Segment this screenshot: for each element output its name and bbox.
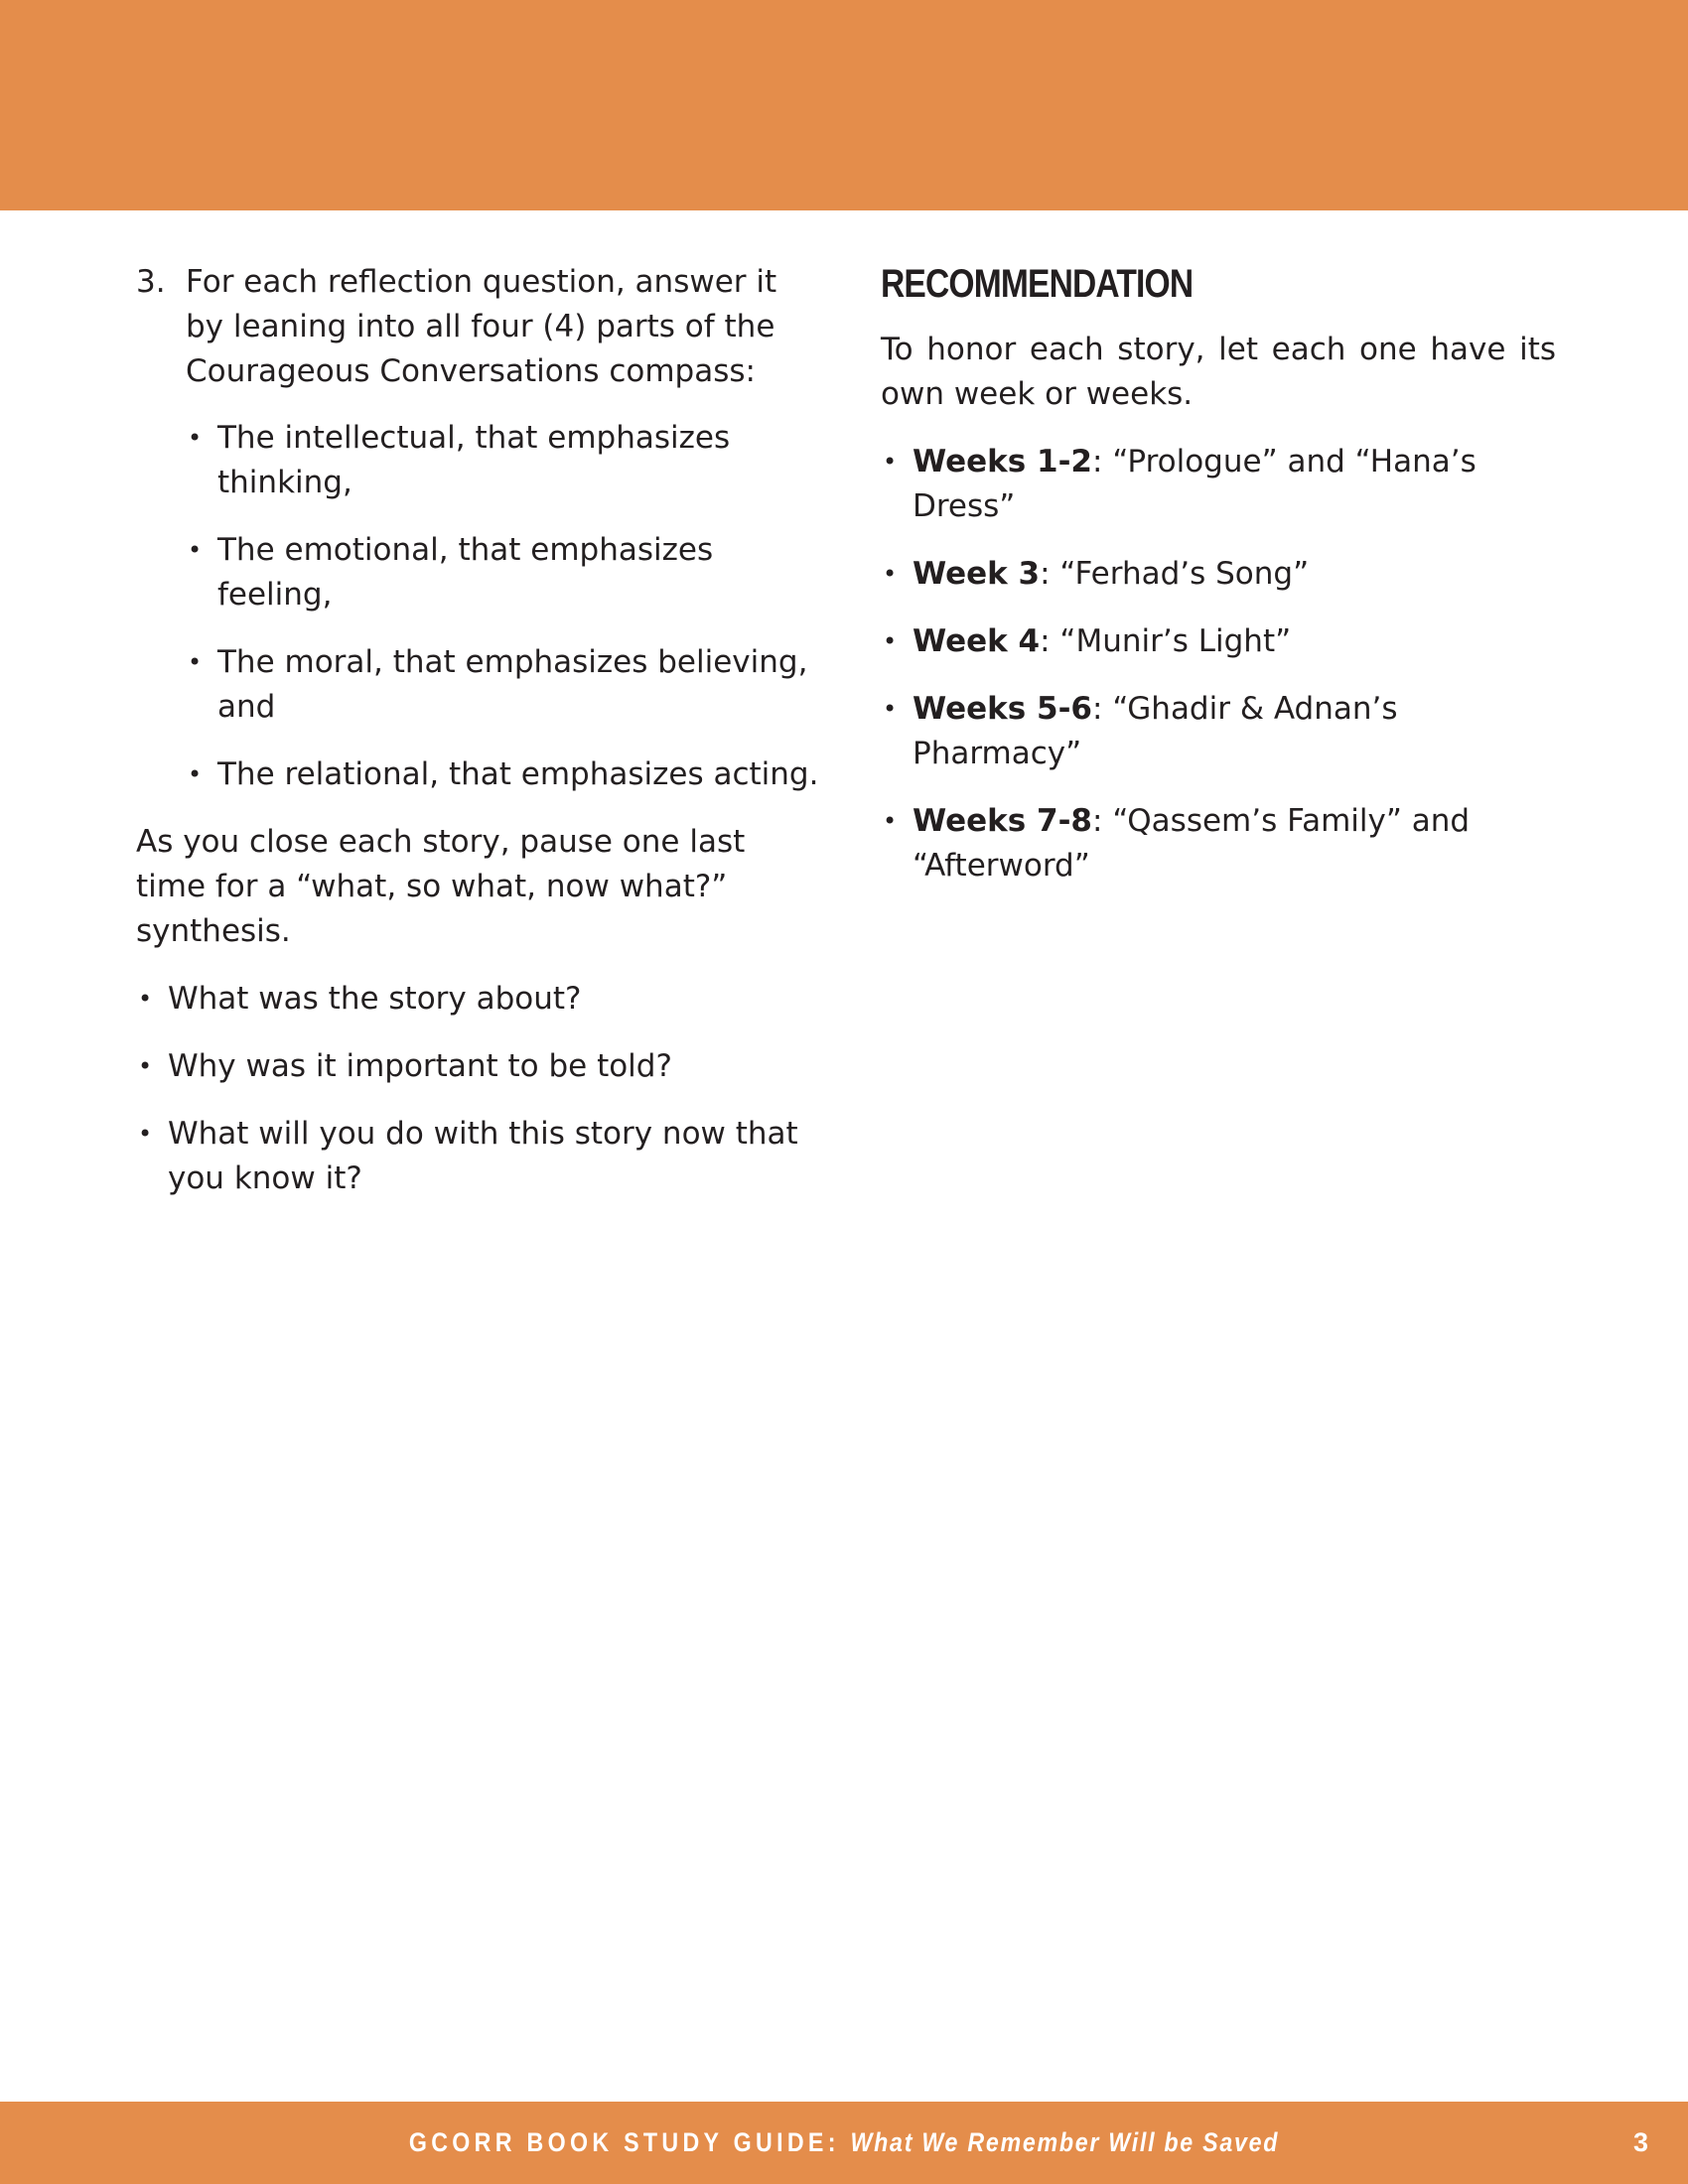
list-item-text: The intellectual, that emphasizes thinking, <box>217 420 731 500</box>
header-band <box>0 0 1688 210</box>
right-column <box>881 260 1556 911</box>
bullet-icon: • <box>883 560 898 588</box>
list-item <box>136 1044 821 1089</box>
bullet-icon: • <box>138 1052 153 1080</box>
list-item <box>136 1112 821 1201</box>
list-item-text: What will you do with this story now that you know it? <box>168 1116 798 1196</box>
book-title: What We Remember Will be Saved <box>850 2127 1280 2157</box>
left-column <box>136 260 821 1224</box>
list-item <box>136 977 821 1022</box>
week-label: Weeks 7-8 <box>913 803 1093 839</box>
week-stories: : “Prologue” and “Hana’s Dress” <box>913 444 1477 524</box>
list-item-text: What was the story about? <box>168 981 582 1017</box>
week-label: Weeks 1-2 <box>913 444 1093 479</box>
bullet-icon: • <box>188 648 203 676</box>
list-item-text: The relational, that emphasizes acting. <box>217 756 819 792</box>
bullet-icon: • <box>883 695 898 723</box>
synthesis-questions-list <box>136 977 821 1201</box>
closing-paragraph: As you close each story, pause one last time for a “what, so what, now what?” synthesis. <box>136 824 746 949</box>
footer-guide-title <box>118 2125 1570 2159</box>
week-label: Week 4 <box>913 623 1041 659</box>
week-label: Week 3 <box>913 556 1041 592</box>
bullet-icon: • <box>883 627 898 655</box>
bullet-icon: • <box>188 760 203 788</box>
footer-band <box>0 2102 1688 2184</box>
schedule-item <box>881 440 1556 529</box>
section-heading: RECOMMENDATION <box>881 262 1194 306</box>
week-stories: : “Munir’s Light” <box>1040 623 1292 659</box>
recommendation-intro: To honor each story, let each one have its own week or weeks. <box>881 332 1556 412</box>
week-stories: : “Ghadir & Adnan’s Pharmacy” <box>913 691 1398 771</box>
bullet-icon: • <box>883 448 898 476</box>
list-item-text: Why was it important to be told? <box>168 1048 672 1084</box>
step-number: 3. <box>136 264 166 300</box>
schedule-item <box>881 619 1556 664</box>
week-stories: : “Ferhad’s Song” <box>1040 556 1310 592</box>
bullet-icon: • <box>883 807 898 835</box>
schedule-item <box>881 552 1556 597</box>
schedule-item <box>881 799 1556 888</box>
bullet-icon: • <box>138 985 153 1013</box>
page-number: 3 <box>1632 2127 1648 2157</box>
list-item-text: The emotional, that emphasizes feeling, <box>217 532 714 613</box>
bullet-icon: • <box>188 424 203 452</box>
list-item <box>186 752 821 797</box>
compass-parts-list <box>186 416 821 797</box>
step-text: For each reflection question, answer it by leaning into all four (4) parts of the Courageous Conversations compass: <box>186 264 777 389</box>
list-item <box>186 640 821 730</box>
bullet-icon: • <box>138 1120 153 1148</box>
list-item-text: The moral, that emphasizes believing, and <box>217 644 808 725</box>
list-item <box>186 528 821 617</box>
numbered-step <box>136 260 821 394</box>
bullet-icon: • <box>188 536 203 564</box>
week-label: Weeks 5-6 <box>913 691 1093 727</box>
list-item <box>186 416 821 505</box>
schedule-item <box>881 687 1556 776</box>
guide-label: GCORR BOOK STUDY GUIDE: <box>408 2127 840 2157</box>
schedule-list <box>881 440 1556 888</box>
week-stories: : “Qassem’s Family” and “Afterword” <box>913 803 1471 884</box>
